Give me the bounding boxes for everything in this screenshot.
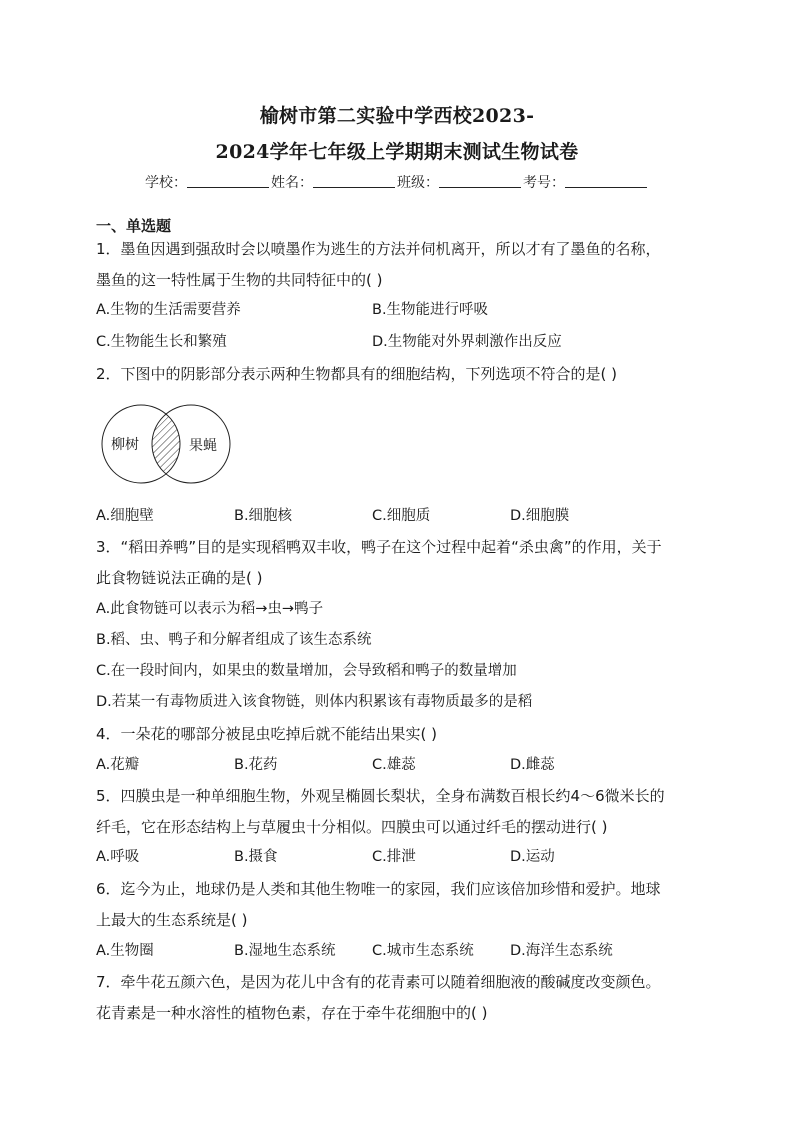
q1-option-c[interactable]: C.生物能生长和繁殖 bbox=[96, 334, 227, 350]
q2-option-b[interactable]: B.细胞核 bbox=[234, 508, 293, 524]
question-5-line-1: 5．四膜虫是一种单细胞生物，外观呈椭圆长梨状，全身布满数百根长约4～6微米长的 bbox=[96, 787, 665, 805]
school-label: 学校： bbox=[145, 175, 187, 191]
q6-option-b[interactable]: B.湿地生态系统 bbox=[234, 943, 336, 959]
venn-diagram bbox=[100, 400, 240, 490]
q1-option-a[interactable]: A.生物的生活需要营养 bbox=[96, 302, 241, 318]
question-3-line-2: 此食物链说法正确的是( ) bbox=[96, 569, 263, 587]
question-1-line-2: 墨鱼的这一特性属于生物的共同特征中的( ) bbox=[96, 271, 383, 289]
venn-right-label: 果蝇 bbox=[189, 438, 217, 454]
question-5-line-2: 纤毛，它在形态结构上与草履虫十分相似。四膜虫可以通过纤毛的摆动进行( ) bbox=[96, 818, 608, 836]
q3-option-d[interactable]: D.若某一有毒物质进入该食物链，则体内积累该有毒物质最多的是稻 bbox=[96, 694, 533, 710]
question-4-line-1: 4．一朵花的哪部分被昆虫吃掉后就不能结出果实( ) bbox=[96, 725, 438, 743]
q2-option-c[interactable]: C.细胞质 bbox=[372, 508, 431, 524]
q3-option-a[interactable]: A.此食物链可以表示为稻→虫→鸭子 bbox=[96, 601, 324, 617]
q6-option-c[interactable]: C.城市生态系统 bbox=[372, 943, 474, 959]
q4-option-c[interactable]: C.雄蕊 bbox=[372, 757, 416, 773]
exam-title-line-2: 2024学年七年级上学期期末测试生物试卷 bbox=[215, 141, 579, 163]
name-label: 姓名： bbox=[271, 175, 313, 191]
exam-no-blank[interactable] bbox=[565, 175, 647, 188]
question-1-line-1: 1．墨鱼因遇到强敌时会以喷墨作为逃生的方法并伺机离开，所以才有了墨鱼的名称， bbox=[96, 240, 661, 258]
q5-option-d[interactable]: D.运动 bbox=[510, 849, 555, 865]
q1-option-d[interactable]: D.生物能对外界刺激作出反应 bbox=[372, 334, 562, 350]
name-blank[interactable] bbox=[313, 175, 395, 188]
question-7-line-2: 花青素是一种水溶性的植物色素，存在于牵牛花细胞中的( ) bbox=[96, 1004, 488, 1022]
q2-option-a[interactable]: A.细胞壁 bbox=[96, 508, 154, 524]
section-heading: 一、单选题 bbox=[96, 217, 172, 235]
q5-option-a[interactable]: A.呼吸 bbox=[96, 849, 140, 865]
exam-title-line-1: 榆树市第二实验中学西校2023- bbox=[259, 105, 535, 127]
q3-option-b[interactable]: B.稻、虫、鸭子和分解者组成了该生态系统 bbox=[96, 632, 372, 648]
question-6-line-2: 上最大的生态系统是( ) bbox=[96, 911, 248, 929]
q6-option-d[interactable]: D.海洋生态系统 bbox=[510, 943, 613, 959]
q4-option-d[interactable]: D.雌蕊 bbox=[510, 757, 555, 773]
class-label: 班级： bbox=[397, 175, 439, 191]
q4-option-b[interactable]: B.花药 bbox=[234, 757, 278, 773]
question-2-line-1: 2．下图中的阴影部分表示两种生物都具有的细胞结构，下列选项不符合的是( ) bbox=[96, 365, 618, 383]
exam-no-label: 考号： bbox=[523, 175, 565, 191]
question-6-line-1: 6．迄今为止，地球仍是人类和其他生物唯一的家园，我们应该倍加珍惜和爱护。地球 bbox=[96, 880, 661, 898]
q2-option-d[interactable]: D.细胞膜 bbox=[510, 508, 570, 524]
q5-option-b[interactable]: B.摄食 bbox=[234, 849, 278, 865]
q1-option-b[interactable]: B.生物能进行呼吸 bbox=[372, 302, 489, 318]
q6-option-a[interactable]: A.生物圈 bbox=[96, 943, 154, 959]
student-info-row bbox=[0, 172, 794, 192]
school-blank[interactable] bbox=[187, 175, 269, 188]
q5-option-c[interactable]: C.排泄 bbox=[372, 849, 416, 865]
question-3-line-1: 3．“稻田养鸭”目的是实现稻鸭双丰收，鸭子在这个过程中起着“杀虫禽”的作用，关于 bbox=[96, 538, 662, 556]
class-blank[interactable] bbox=[439, 175, 521, 188]
q4-option-a[interactable]: A.花瓣 bbox=[96, 757, 140, 773]
venn-left-label: 柳树 bbox=[111, 437, 139, 453]
question-7-line-1: 7．牵牛花五颜六色，是因为花儿中含有的花青素可以随着细胞液的酸碱度改变颜色。 bbox=[96, 973, 661, 991]
venn-svg bbox=[100, 400, 240, 490]
q3-option-c[interactable]: C.在一段时间内，如果虫的数量增加，会导致稻和鸭子的数量增加 bbox=[96, 663, 517, 679]
